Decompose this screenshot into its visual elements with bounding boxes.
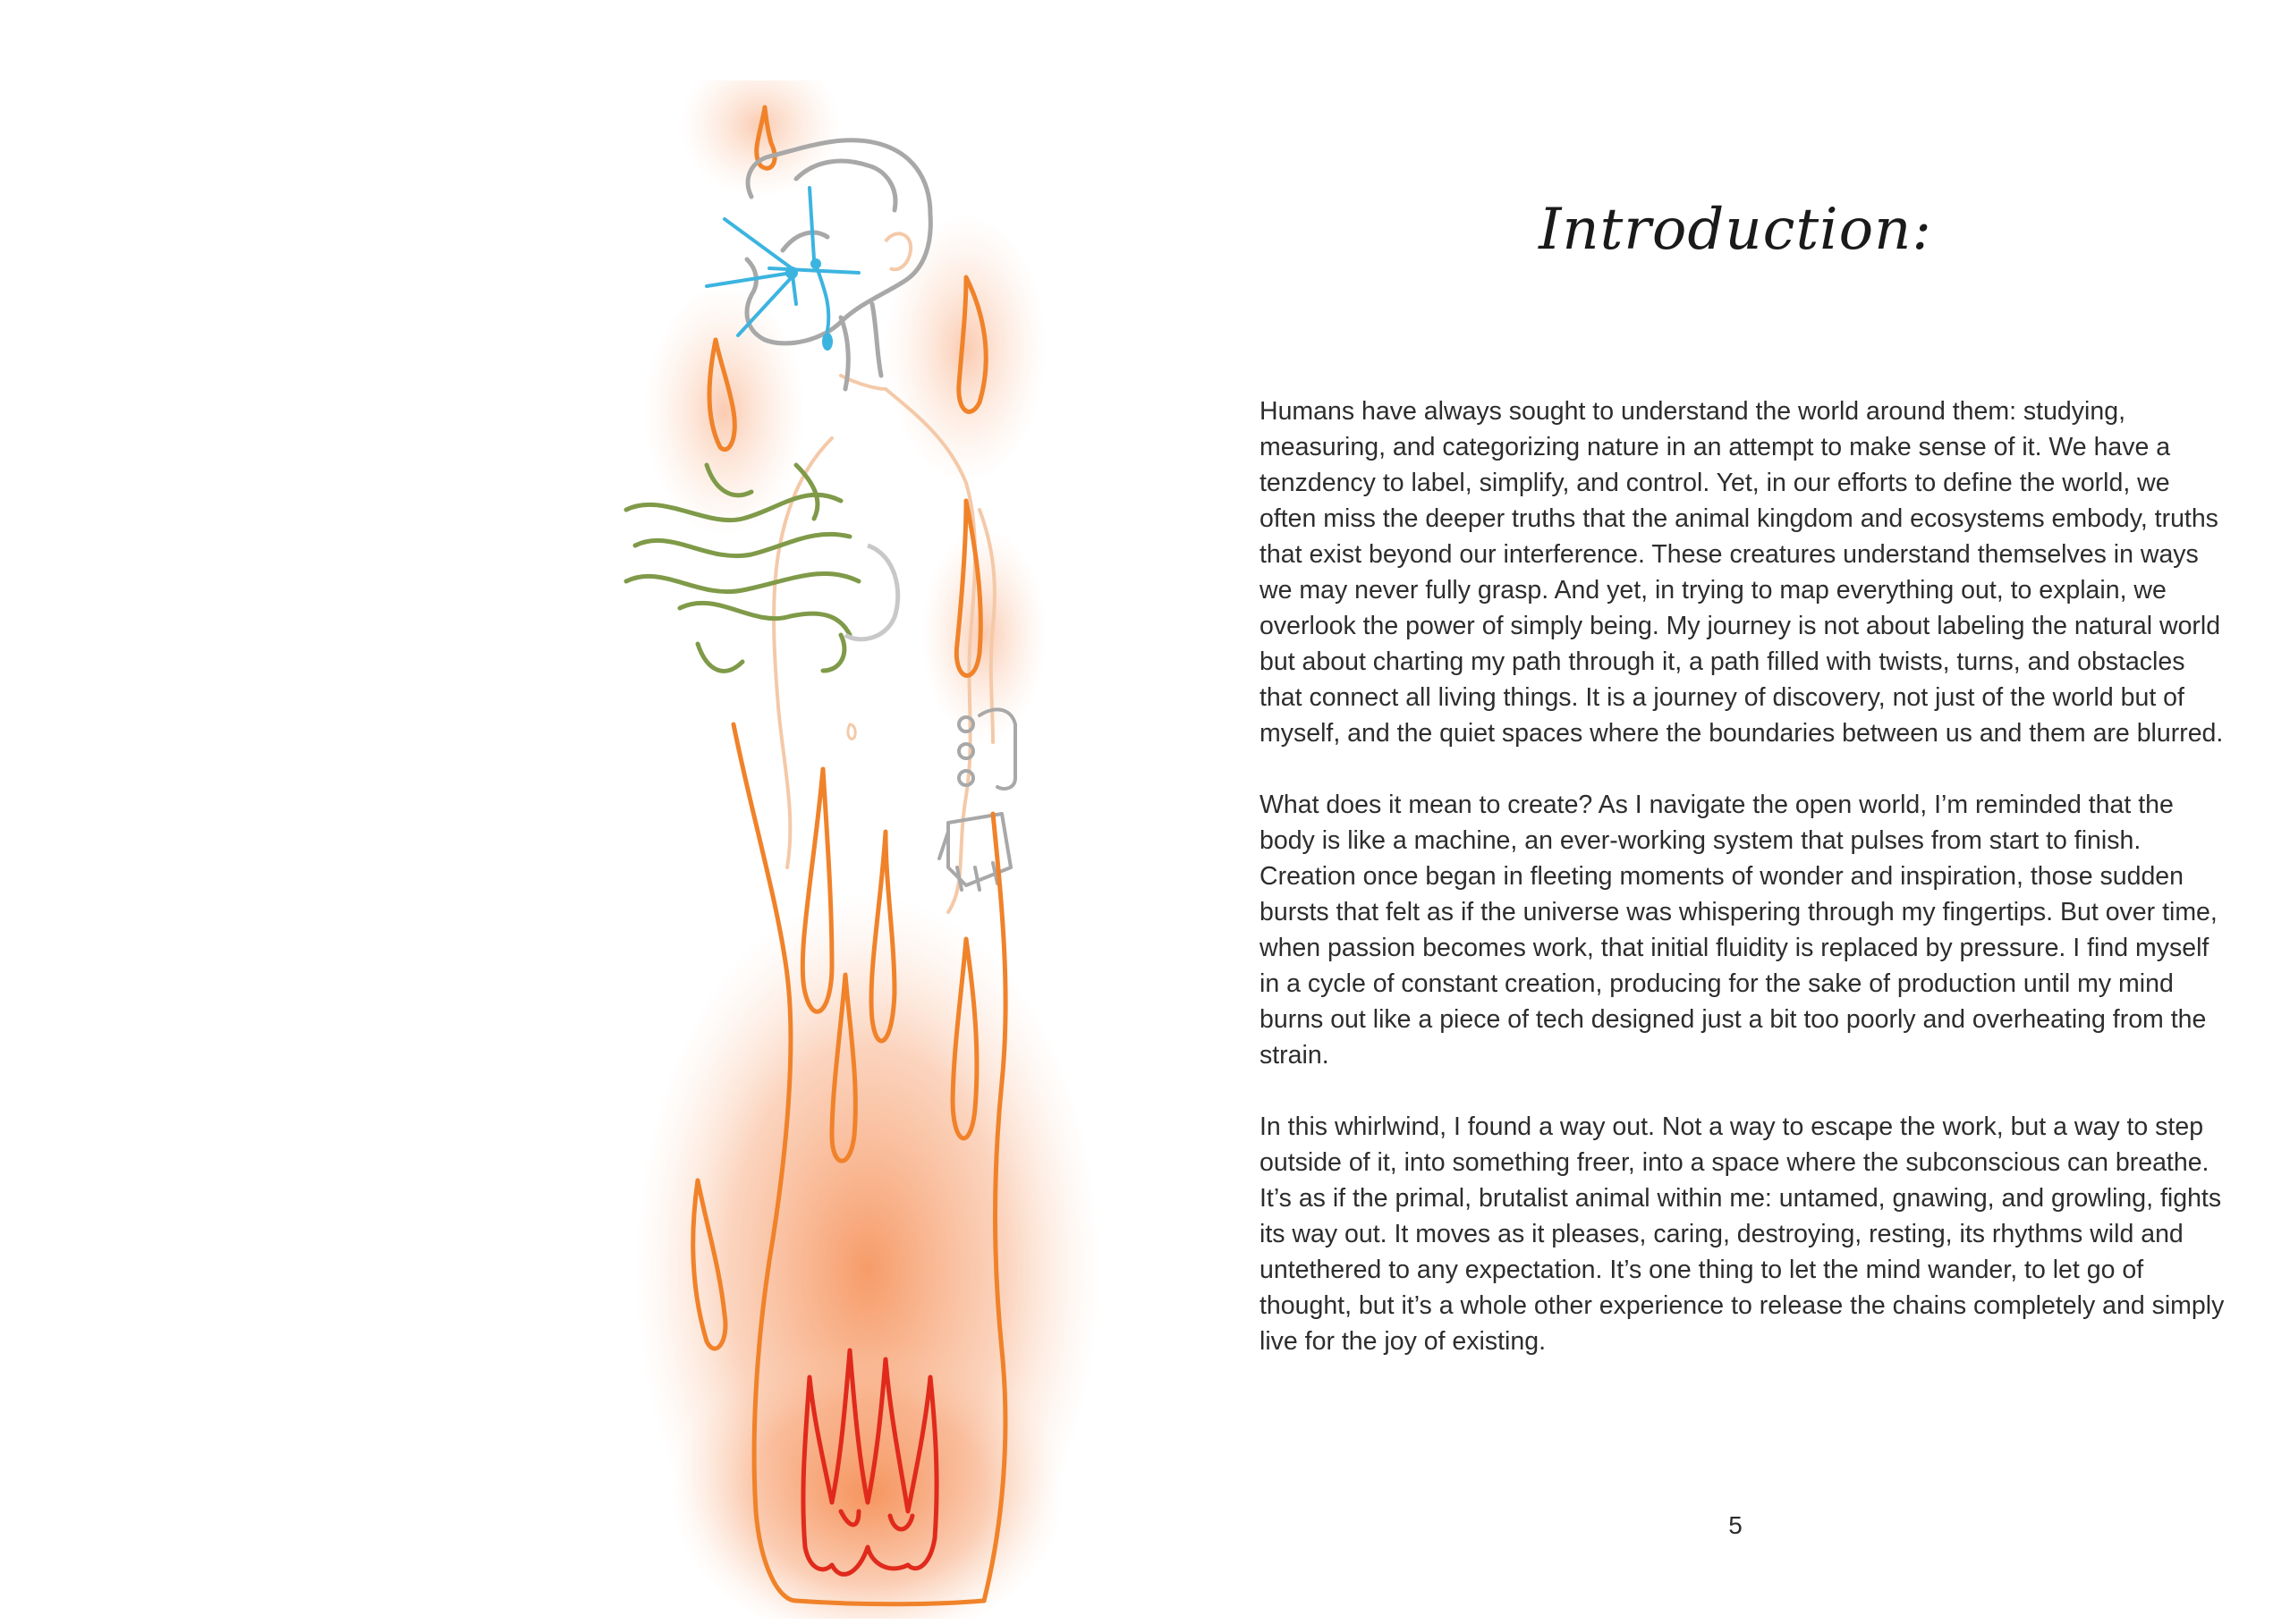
navel (848, 724, 855, 739)
green-vines (626, 465, 859, 671)
mid-glow (921, 528, 1047, 742)
gray-disk (845, 546, 898, 639)
body-text (1260, 393, 2226, 1395)
eye-dot-2 (810, 258, 821, 269)
paragraph-2: What does it mean to create? As I navigate the open world, I’m reminded that the body is like a machine, an ever-working system that pulses from start to finish. Creation once began in fleeting moments of wonder and inspiration, those sudden bursts that felt as if the universe was whispering through my fingertips. But over time, when passion becomes work, that initial fluidity is replaced by pressure. I find myself in a cycle of constant creation, producing for the sake of production until my mind burns out like a piece of tech designed just a bit too poorly and overheating from the strain. (1260, 791, 2218, 1070)
page-title: Introduction: (1539, 197, 1932, 263)
ear (886, 233, 911, 269)
paragraph-3: In this whirlwind, I found a way out. Not a way to escape the work, but a way to step outside of it, into something freer, into a space where the subconscious can breathe. It’s as if the primal, brutalist animal within me: untamed, gnawing, and growling, fights its way out. It moves as it pleases, caring, destroying, resting, its rhythms wild and untethered to any expectation. It’s one thing to let the mind wander, to let go of thought, but it’s a whole other experience to release the chains completely and simply live for the joy of existing. (1260, 1112, 2225, 1356)
page-number: 5 (1728, 1511, 1743, 1539)
flaming-figure-illustration (572, 80, 1145, 1619)
eye-dot (785, 266, 798, 279)
tear-drop (822, 333, 833, 351)
paragraph-1: Humans have always sought to understand the world around them: studying, measuring, and categorizing nature in an attempt to make sense of it. We have a tenzdency to label, simplify, and control. Yet, in our efforts to define the world, we often miss the deeper truths that the animal kingdom and ecosystems embody, truths that exist beyond our interference. These creatures understand themselves in ways we may never fully grasp. And yet, in trying to map everything out, to explain, we overlook the power of simply being. My journey is not about labeling the natural world but about charting my path through it, a path filled with twists, turns, and obstacles that connect all living things. It is a journey of discovery, not just of the world but of myself, and the quiet spaces where the boundaries between us and them are blurred. (1260, 397, 2224, 748)
left-glow (644, 286, 805, 537)
